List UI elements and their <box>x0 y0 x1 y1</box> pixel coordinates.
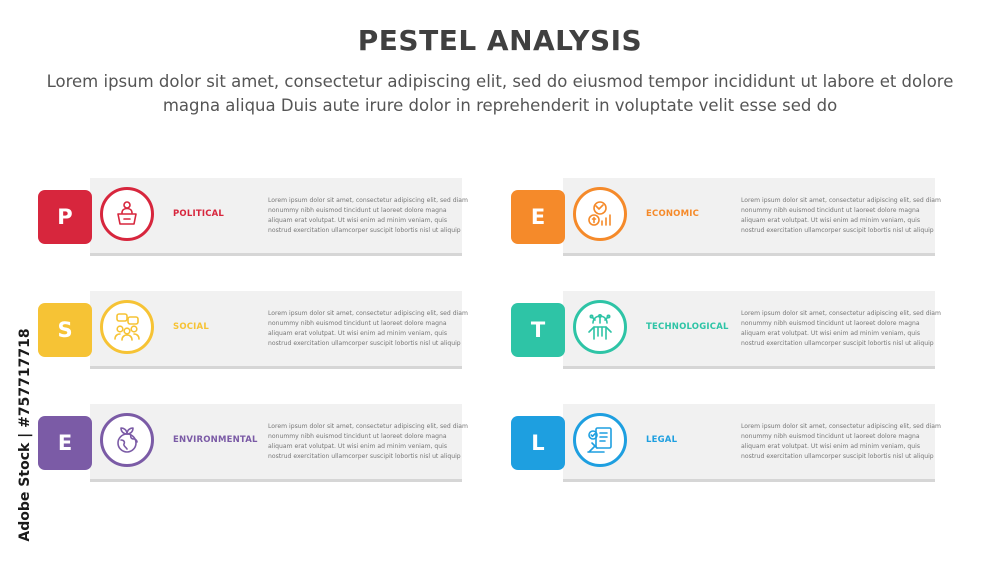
icon-circle <box>573 413 627 467</box>
people-chat-icon <box>110 310 144 344</box>
letter-badge: E <box>38 416 92 470</box>
card-political <box>38 178 468 256</box>
card-description: Lorem ipsum dolor sit amet, consectetur adipiscing elit, sed diam nonummy nibh euismod tincidunt ut laoreet dolore magna aliquam erat volutpat. Ut wisi enim ad minim veniam, quis nostrud exercitation ullamcorper suscipit lobortis nisl ut aliquip <box>268 197 468 234</box>
letter-badge: S <box>38 303 92 357</box>
page-subtitle: Lorem ipsum dolor sit amet, consectetur adipiscing elit, sed do eiusmod tempor incididunt ut labore et dolore magna aliqua Duis aute irure dolor in reprehenderit in voluptate velit esse sed do <box>46 72 954 115</box>
card-description: Lorem ipsum dolor sit amet, consectetur adipiscing elit, sed diam nonummy nibh euismod tincidunt ut laoreet dolore magna aliquam erat volutpat. Ut wisi enim ad minim veniam, quis nostrud exercitation ullamcorper suscipit lobortis nisl ut aliquip <box>741 197 941 234</box>
card-technological <box>511 291 941 369</box>
icon-circle <box>100 187 154 241</box>
card-label: ECONOMIC <box>646 209 700 219</box>
card-label: TECHNOLOGICAL <box>646 322 729 332</box>
circuit-hand-icon <box>583 310 617 344</box>
icon-circle <box>100 413 154 467</box>
icon-circle <box>573 187 627 241</box>
page-title: PESTEL ANALYSIS <box>357 24 643 57</box>
icon-circle <box>573 300 627 354</box>
icon-circle <box>100 300 154 354</box>
stock-watermark <box>5 330 45 540</box>
money-chart-icon <box>583 197 617 231</box>
card-label: SOCIAL <box>173 322 209 332</box>
card-environmental <box>38 404 468 482</box>
legal-document-icon <box>583 423 617 457</box>
card-label: ENVIRONMENTAL <box>173 435 258 445</box>
card-legal <box>511 404 941 482</box>
card-social <box>38 291 468 369</box>
letter-badge: L <box>511 416 565 470</box>
card-description: Lorem ipsum dolor sit amet, consectetur adipiscing elit, sed diam nonummy nibh euismod tincidunt ut laoreet dolore magna aliquam erat volutpat. Ut wisi enim ad minim veniam, quis nostrud exercitation ullamcorper suscipit lobortis nisl ut aliquip <box>741 423 941 460</box>
card-label: LEGAL <box>646 435 678 445</box>
card-label: POLITICAL <box>173 209 225 219</box>
letter-badge: E <box>511 190 565 244</box>
card-description: Lorem ipsum dolor sit amet, consectetur adipiscing elit, sed diam nonummy nibh euismod tincidunt ut laoreet dolore magna aliquam erat volutpat. Ut wisi enim ad minim veniam, quis nostrud exercitation ullamcorper suscipit lobortis nisl ut aliquip <box>268 423 468 460</box>
card-description: Lorem ipsum dolor sit amet, consectetur adipiscing elit, sed diam nonummy nibh euismod tincidunt ut laoreet dolore magna aliquam erat volutpat. Ut wisi enim ad minim veniam, quis nostrud exercitation ullamcorper suscipit lobortis nisl ut aliquip <box>741 310 941 347</box>
globe-leaf-icon <box>110 423 144 457</box>
watermark-text: Adobe Stock | #757717718 <box>17 328 33 542</box>
letter-badge: P <box>38 190 92 244</box>
podium-icon <box>110 197 144 231</box>
card-description: Lorem ipsum dolor sit amet, consectetur adipiscing elit, sed diam nonummy nibh euismod tincidunt ut laoreet dolore magna aliquam erat volutpat. Ut wisi enim ad minim veniam, quis nostrud exercitation ullamcorper suscipit lobortis nisl ut aliquip <box>268 310 468 347</box>
card-economic <box>511 178 941 256</box>
letter-badge: T <box>511 303 565 357</box>
